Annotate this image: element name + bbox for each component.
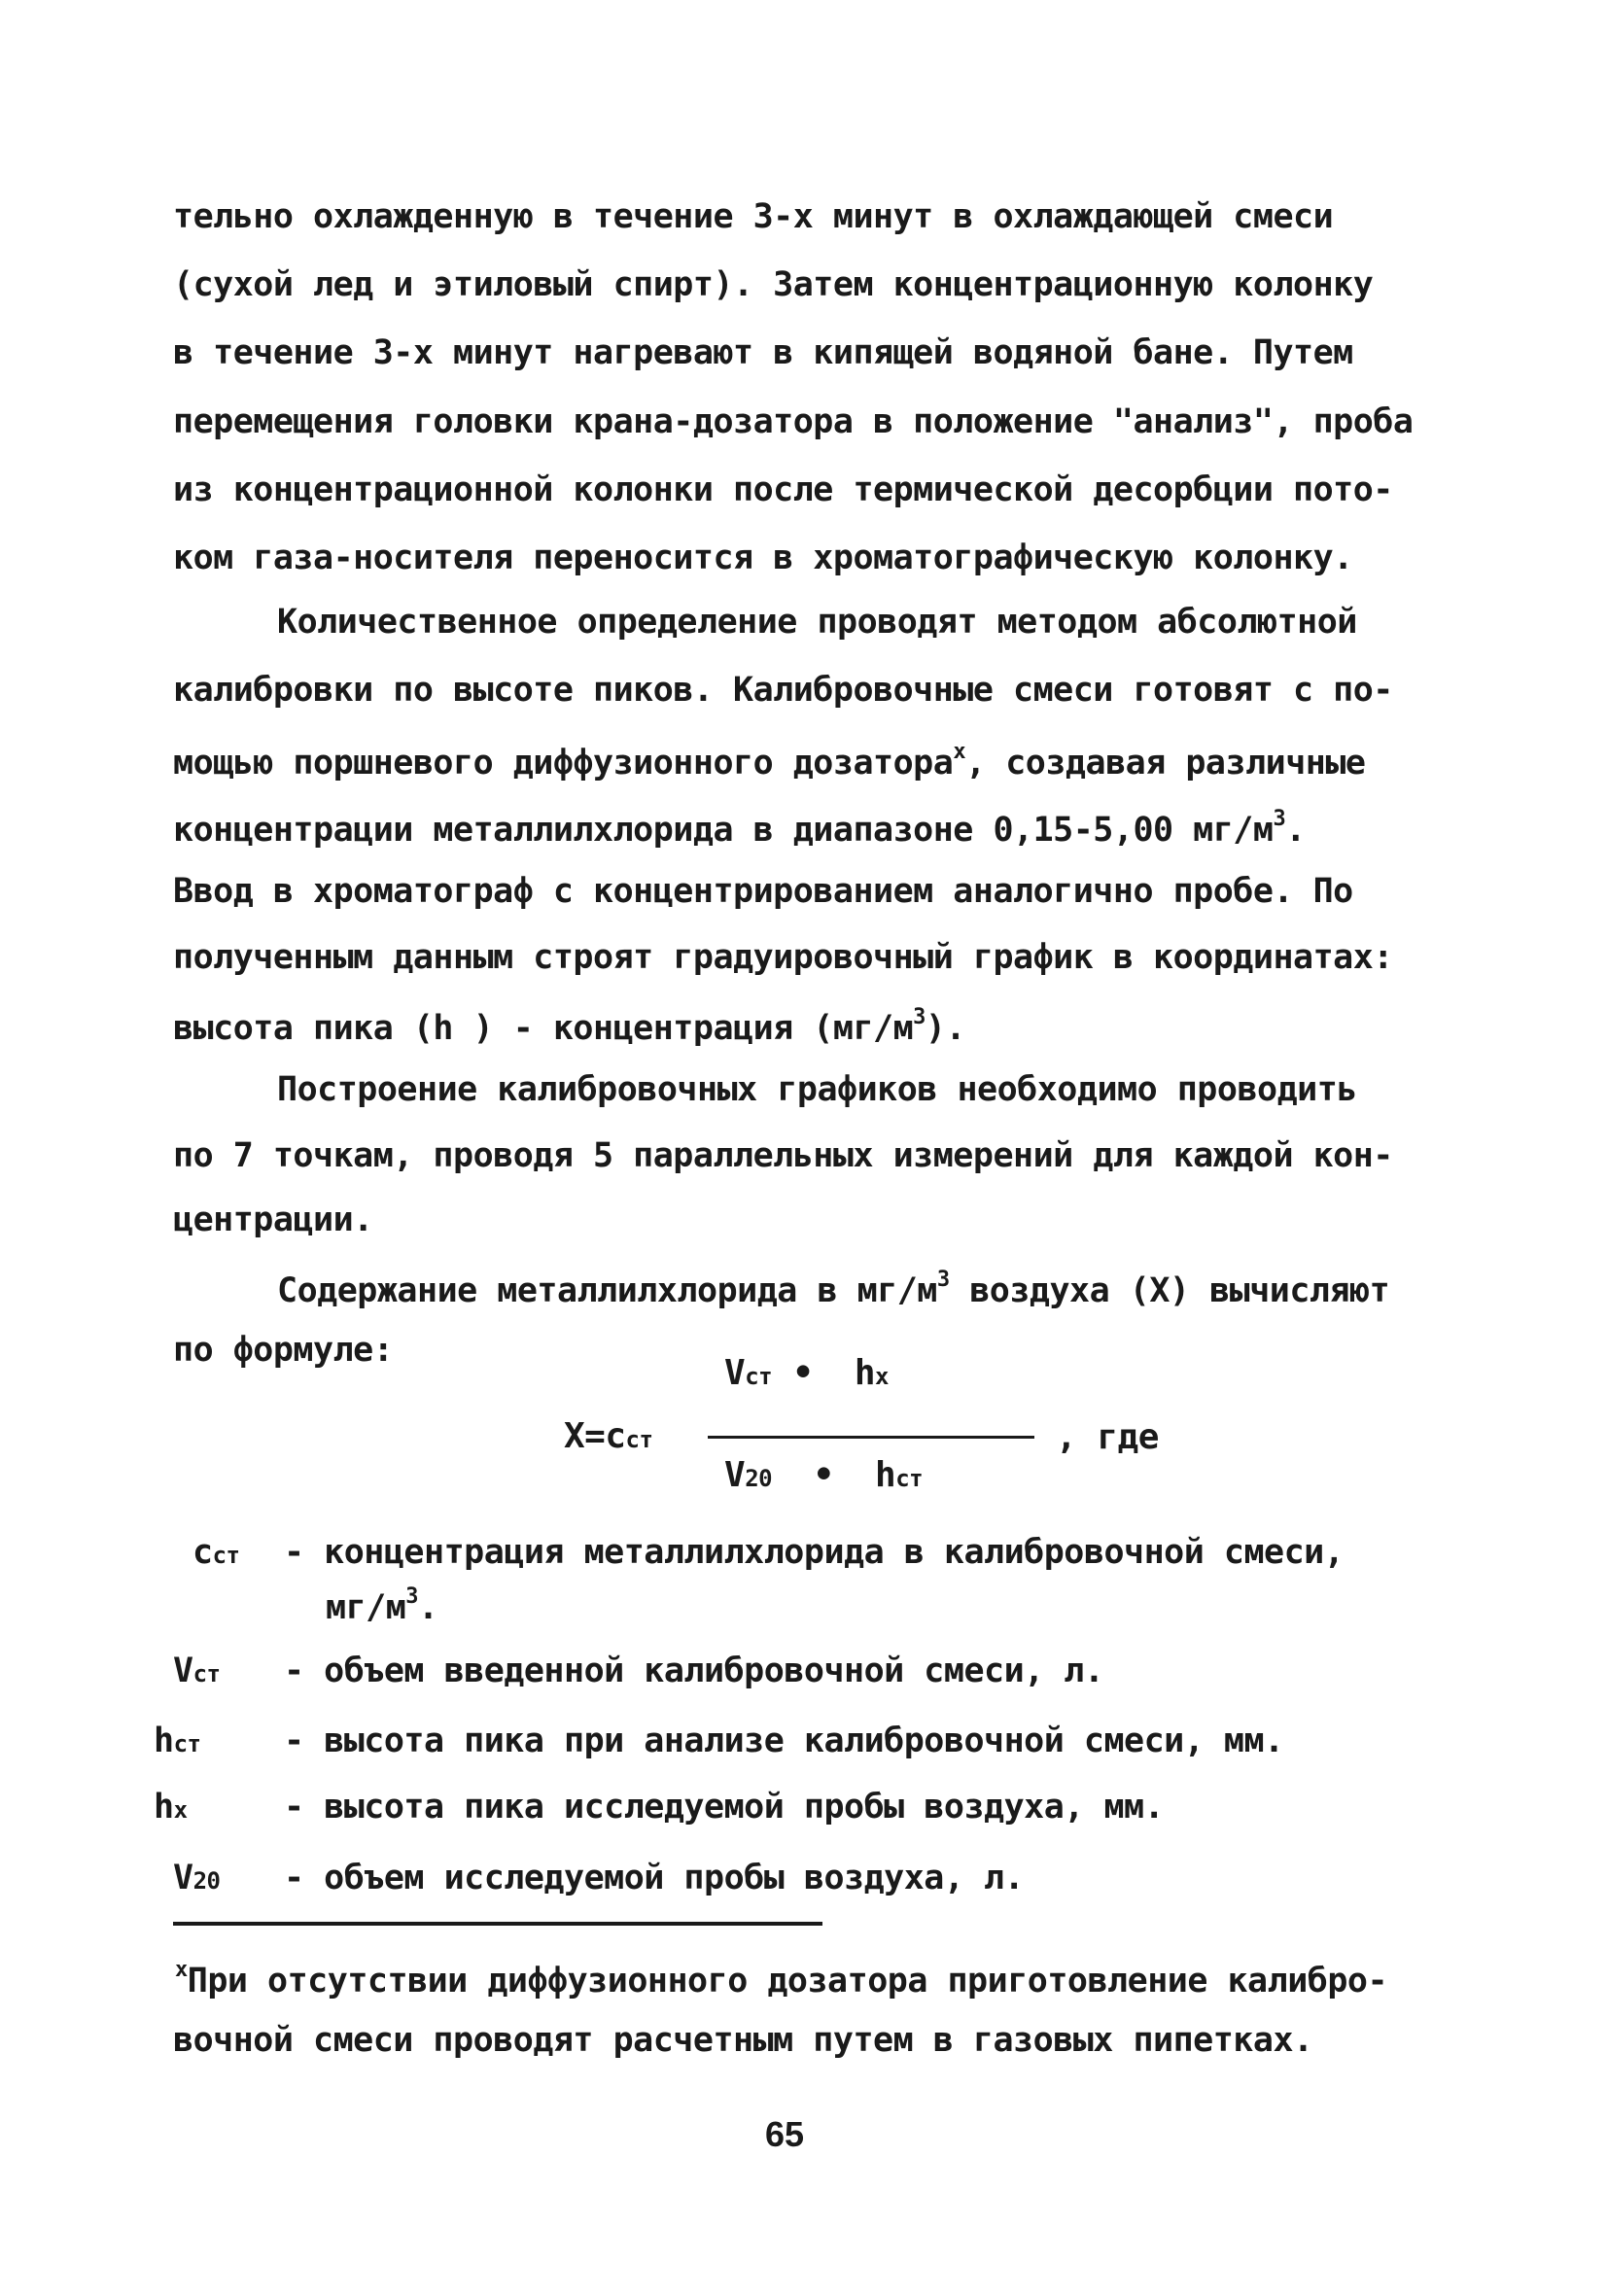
footnote-line-1: $^x$При отсутствии диффузионного дозатора приготовление калибро- [175,1958,1388,2000]
definition-symbol-c-st: cст [192,1533,240,1572]
definition-text-h-x: - высота пика исследуемой пробы воздуха, мм. [284,1788,1165,1826]
paragraph-2-line-7: высота пика (h ) - концентрация $(мг/м^3)$. [173,1005,966,1048]
fraction-bar [708,1436,1034,1439]
definition-text-v-20: - объем исследуемой пробы воздуха, л. [284,1859,1025,1897]
paragraph-3-line-1: Построение калибровочных графиков необходимо проводить [277,1070,1357,1109]
paragraph-2-line-5: Ввод в хроматограф с концентрированием аналогично пробе. По [173,872,1353,911]
formula-lhs: X=cст [564,1416,653,1456]
definition-text-v-st: - объем введенной калибровочной смеси, л. [284,1652,1104,1690]
paragraph-1-line-2: (сухой лед и этиловый спирт). Затем концентрационную колонку [173,265,1374,304]
paragraph-3-line-3: центрации. [173,1200,373,1239]
definition-text-c-st: - концентрация металлилхлорида в калибровочной смеси, [284,1533,1345,1572]
paragraph-4-line-2: по формуле: [173,1331,394,1370]
paragraph-4-line-1: Содержание металлилхлорида в $мг/м^3$ воздуха (X) вычисляют [277,1268,1390,1310]
paragraph-2-line-4: концентрации металлилхлорида в диапазоне 0,15-5,00 $мг/м^3$. [173,807,1306,850]
paragraph-2-line-2: калибровки по высоте пиков. Калибровочные смеси готовят с по- [173,671,1393,710]
paragraph-2-line-6: полученным данным строят градуировочный график в координатах: [173,938,1393,977]
paragraph-1-line-6: ком газа-носителя переносится в хроматографическую колонку. [173,539,1353,577]
paragraph-3-line-2: по 7 точкам, проводя 5 параллельных измерений для каждой кон- [173,1136,1393,1175]
footnote-mark: x [953,740,966,764]
paragraph-1-line-1: тельно охлажденную в течение 3-х минут в охлаждающей смеси [173,197,1334,236]
paragraph-1-line-3: в течение 3-х минут нагревают в кипящей водяной бане. Путем [173,333,1353,372]
definition-text-c-st-units: $мг/м^3$. [326,1584,438,1627]
definition-symbol-h-st: hст [154,1722,201,1760]
formula-where: , где [1056,1417,1159,1457]
definition-text-h-st: - высота пика при анализе калибровочной смеси, мм. [284,1722,1284,1760]
footnote-divider [173,1922,822,1926]
footnote-line-2: вочной смеси проводят расчетным путем в газовых пипетках. [173,2021,1313,2060]
formula-denominator: V20 • hст [724,1455,924,1495]
definition-symbol-v-st: Vст [173,1652,221,1690]
paragraph-2-line-1: Количественное определение проводят методом абсолютной [277,603,1357,642]
definition-symbol-h-x: hx [154,1788,188,1826]
paragraph-1-line-4: перемещения головки крана-дозатора в положение "анализ", проба [173,402,1414,441]
page-number: 65 [765,2114,805,2154]
paragraph-2-line-3: мощью поршневого диффузионного дозатора$^x$, создавая различные [173,740,1366,783]
formula-numerator: Vст • hx [724,1353,889,1393]
definition-symbol-v-20: V20 [173,1859,221,1897]
paragraph-1-line-5: из концентрационной колонки после термической десорбции пото- [173,470,1393,509]
